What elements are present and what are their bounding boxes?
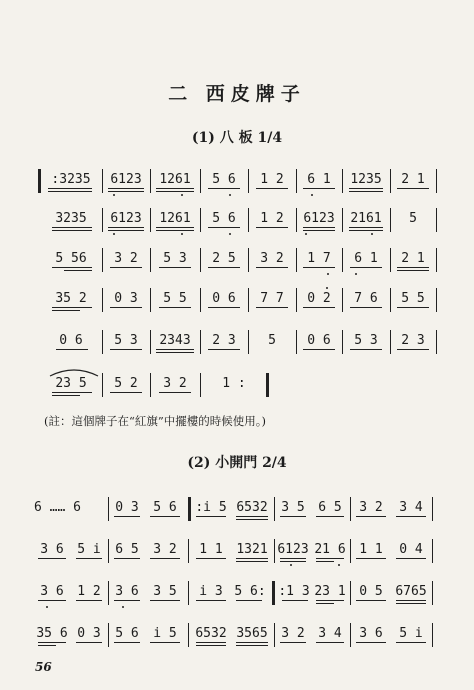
underline: [396, 603, 426, 604]
underline: [356, 642, 386, 643]
measure: 1 1: [359, 542, 383, 557]
underline: [52, 307, 92, 308]
underline: [350, 349, 382, 350]
measure: 6532: [195, 626, 227, 641]
underline: [303, 267, 335, 268]
underline: [316, 561, 334, 562]
end-repeat-bar: [266, 373, 269, 397]
underline: [303, 307, 335, 308]
measure: 6 1: [307, 172, 331, 187]
measure: 0 5: [359, 584, 383, 599]
underline: [208, 307, 240, 308]
underline: [114, 558, 140, 559]
underline: [397, 349, 429, 350]
underline: [52, 392, 92, 393]
low-octave-dot: [290, 564, 292, 566]
measure: 1235: [350, 172, 382, 187]
bar-line: [390, 208, 391, 232]
measure: 3235: [55, 211, 87, 226]
underline: [350, 267, 382, 268]
bar-line: [102, 208, 103, 232]
underline: [156, 191, 194, 192]
underline: [76, 642, 102, 643]
underline: [236, 519, 268, 520]
underline: [356, 516, 386, 517]
bar-line: [108, 539, 109, 563]
bar-line: [436, 248, 437, 272]
bar-line: [390, 288, 391, 312]
bar-line: [436, 288, 437, 312]
underline: [303, 230, 335, 231]
underline: [150, 516, 180, 517]
measure: 0 4: [399, 542, 423, 557]
bar-line: [390, 248, 391, 272]
measure: 3 5: [281, 500, 305, 515]
measure: 2161: [350, 211, 382, 226]
bar-line: [432, 497, 433, 521]
underline: [38, 642, 66, 643]
measure: 23 1: [314, 584, 346, 599]
underline: [196, 516, 226, 517]
low-octave-dot: [113, 194, 115, 196]
measure: 5 6: [153, 500, 177, 515]
underline: [52, 267, 92, 268]
bar-line: [296, 208, 297, 232]
underline: [280, 642, 306, 643]
bar-line: [350, 581, 351, 605]
bar-line: [432, 539, 433, 563]
measure: 3 2: [281, 626, 305, 641]
measure: 6123: [110, 211, 142, 226]
underline: [236, 600, 262, 601]
bar-line: [200, 208, 201, 232]
underline: [397, 188, 429, 189]
measure: 6532: [236, 500, 268, 515]
low-octave-dot: [229, 194, 231, 196]
measure: i 3: [199, 584, 223, 599]
measure: 3565: [236, 626, 268, 641]
measure: 5 3: [163, 251, 187, 266]
measure: 5 5: [163, 291, 187, 306]
underline: [280, 558, 306, 559]
bar-line: [342, 248, 343, 272]
underline: [316, 600, 344, 601]
bar-line: [188, 539, 189, 563]
measure: 2 5: [212, 251, 236, 266]
underline: [156, 352, 194, 353]
measure: 6 5: [115, 542, 139, 557]
bar-line: [390, 169, 391, 193]
page-number: 56: [35, 660, 52, 674]
measure: 3 2: [163, 376, 187, 391]
bar-line: [296, 330, 297, 354]
underline: [396, 516, 426, 517]
bar-line: [102, 288, 103, 312]
underline: [303, 349, 335, 350]
bar-line: [436, 330, 437, 354]
underline: [150, 642, 180, 643]
measure: 1261: [159, 211, 191, 226]
measure: 0 6: [59, 333, 83, 348]
measure: :1 3: [278, 584, 310, 599]
underline: [349, 188, 383, 189]
bar-line: [350, 623, 351, 647]
underline: [52, 310, 80, 311]
low-octave-dot: [327, 273, 329, 275]
bar-line: [248, 208, 249, 232]
bar-line: [150, 169, 151, 193]
underline: [316, 516, 344, 517]
measure: 5 6: [212, 211, 236, 226]
low-octave-dot: [355, 273, 357, 275]
repeat-bar: [272, 581, 275, 605]
underline: [356, 558, 386, 559]
low-octave-dot: [311, 194, 313, 196]
measure: 0 6: [307, 333, 331, 348]
underline: [316, 642, 344, 643]
measure: 6123: [277, 542, 309, 557]
bar-line: [102, 169, 103, 193]
measure: :i 5: [195, 500, 227, 515]
underline: [349, 227, 383, 228]
measure: 3 6: [115, 584, 139, 599]
measure: 3 2: [260, 251, 284, 266]
measure: 5 6: [212, 172, 236, 187]
underline: [156, 188, 194, 189]
underline: [256, 227, 288, 228]
measure: i 5: [153, 626, 177, 641]
bar-line: [188, 581, 189, 605]
footnote: (註：這個牌子在“紅旗”中擺樓的時候使用。): [44, 414, 266, 428]
measure: 1 1: [199, 542, 223, 557]
underline: [303, 227, 335, 228]
underline: [256, 307, 288, 308]
bar-line: [102, 330, 103, 354]
underline: [208, 227, 240, 228]
low-octave-dot: [181, 233, 183, 235]
measure: 1 2: [77, 584, 101, 599]
bar-line: [432, 581, 433, 605]
piece2-title: (2) 小開門 2/4: [187, 455, 287, 471]
measure: 5 5: [401, 291, 425, 306]
bar-line: [108, 581, 109, 605]
score-line-8: [0, 536, 474, 564]
bar-line: [342, 288, 343, 312]
start-repeat-bar: [38, 169, 41, 193]
underline: [316, 603, 334, 604]
measure: 5 3: [354, 333, 378, 348]
underline: [38, 645, 56, 646]
underline: [114, 516, 140, 517]
underline: [52, 230, 92, 231]
measure: 3 5: [153, 584, 177, 599]
score-line-7: [0, 494, 474, 522]
underline: [397, 270, 429, 271]
high-octave-dot: [326, 287, 328, 289]
bar-line: [350, 497, 351, 521]
underline: [156, 227, 194, 228]
bar-line: [200, 248, 201, 272]
underline: [52, 395, 80, 396]
underline: [396, 600, 426, 601]
underline: [350, 307, 382, 308]
underline: [64, 270, 92, 271]
bar-line: [342, 330, 343, 354]
bar-line: [248, 288, 249, 312]
measure: 6123: [110, 172, 142, 187]
underline: [150, 558, 180, 559]
score-line-4: [0, 285, 474, 313]
measure: 3 6: [40, 542, 64, 557]
measure: 1 2: [260, 172, 284, 187]
low-octave-dot: [122, 606, 124, 608]
bar-line: [296, 248, 297, 272]
measure: 5 56: [55, 251, 87, 266]
bar-line: [200, 330, 201, 354]
measure: 35 6: [36, 626, 68, 641]
measure: 2 1: [401, 251, 425, 266]
bar-line: [274, 623, 275, 647]
underline: [114, 600, 140, 601]
bar-line: [342, 169, 343, 193]
measure: :3235: [51, 172, 91, 187]
underline: [236, 561, 268, 562]
score-line-2: [0, 205, 474, 233]
measure: 3 2: [153, 542, 177, 557]
bar-line: [200, 169, 201, 193]
underline: [114, 642, 140, 643]
underline: [397, 307, 429, 308]
underline: [38, 558, 66, 559]
measure: 7 7: [260, 291, 284, 306]
underline: [256, 267, 288, 268]
measure: 6 …… 6: [34, 500, 81, 515]
score-line-9: [0, 578, 474, 606]
bar-line: [150, 330, 151, 354]
measure: 5: [268, 333, 276, 348]
piece1-title: (1) 八 板 1/4: [191, 130, 283, 146]
measure: 5 2: [114, 376, 138, 391]
underline: [159, 307, 191, 308]
underline: [236, 558, 268, 559]
underline: [397, 267, 429, 268]
low-octave-dot: [46, 606, 48, 608]
underline: [236, 642, 268, 643]
measure: 6 5: [318, 500, 342, 515]
underline: [156, 349, 194, 350]
low-octave-dot: [338, 564, 340, 566]
underline: [208, 349, 240, 350]
measure: 0 3: [77, 626, 101, 641]
underline: [303, 188, 335, 189]
underline: [38, 600, 66, 601]
underline: [349, 191, 383, 192]
underline: [108, 188, 144, 189]
underline: [208, 267, 240, 268]
measure: 0 2: [307, 291, 331, 306]
underline: [196, 642, 226, 643]
low-octave-dot: [181, 194, 183, 196]
measure: 5: [409, 211, 417, 226]
underline: [280, 516, 306, 517]
measure: 3 4: [318, 626, 342, 641]
bar-line: [296, 169, 297, 193]
measure: 5 3: [114, 333, 138, 348]
bar-line: [102, 248, 103, 272]
measure: 1 :: [222, 376, 246, 391]
measure: 5 6:: [234, 584, 266, 599]
underline: [108, 191, 144, 192]
measure: 5 i: [77, 542, 101, 557]
underline: [56, 349, 88, 350]
measure: 35 2: [55, 291, 87, 306]
underline: [156, 230, 194, 231]
measure: 6123: [303, 211, 335, 226]
measure: 2 3: [212, 333, 236, 348]
underline: [76, 558, 102, 559]
underline: [196, 600, 226, 601]
measure: 23 5: [55, 376, 87, 391]
underline: [282, 600, 308, 601]
underline: [196, 645, 226, 646]
score-line-3: [0, 245, 474, 273]
measure: 3 6: [359, 626, 383, 641]
measure: 0 3: [115, 500, 139, 515]
bar-line: [150, 208, 151, 232]
underline: [236, 516, 268, 517]
underline: [108, 230, 144, 231]
underline: [316, 558, 344, 559]
bar-line: [248, 169, 249, 193]
measure: 3 2: [114, 251, 138, 266]
underline: [110, 392, 142, 393]
bar-line: [274, 497, 275, 521]
measure: 1 2: [260, 211, 284, 226]
score-line-10: [0, 620, 474, 648]
bar-line: [350, 539, 351, 563]
underline: [76, 600, 102, 601]
underline: [356, 600, 386, 601]
underline: [236, 645, 268, 646]
underline: [280, 561, 306, 562]
underline: [48, 191, 92, 192]
measure: 5 i: [399, 626, 423, 641]
underline: [396, 642, 426, 643]
bar-line: [150, 373, 151, 397]
underline: [110, 349, 142, 350]
section-title: 二 西皮牌子: [168, 83, 306, 105]
bar-line: [274, 539, 275, 563]
measure: 3 4: [399, 500, 423, 515]
bar-line: [188, 623, 189, 647]
underline: [349, 230, 383, 231]
underline: [159, 392, 191, 393]
measure: 6765: [395, 584, 427, 599]
low-octave-dot: [229, 233, 231, 235]
measure: 1261: [159, 172, 191, 187]
measure: 1321: [236, 542, 268, 557]
bar-line: [390, 330, 391, 354]
score-line-6: [0, 370, 474, 398]
measure: 0 6: [212, 291, 236, 306]
underline: [396, 558, 426, 559]
bar-line: [248, 330, 249, 354]
bar-line: [108, 497, 109, 521]
bar-line: [108, 623, 109, 647]
underline: [150, 600, 180, 601]
underline: [159, 267, 191, 268]
score-line-1: [0, 166, 474, 194]
measure: 2343: [159, 333, 191, 348]
bar-line: [150, 248, 151, 272]
bar-line: [436, 169, 437, 193]
underline: [110, 267, 142, 268]
measure: 3 2: [359, 500, 383, 515]
underline: [110, 307, 142, 308]
low-octave-dot: [371, 233, 373, 235]
measure: 7 6: [354, 291, 378, 306]
measure: 21 6: [314, 542, 346, 557]
bar-line: [150, 288, 151, 312]
measure: 0 3: [114, 291, 138, 306]
bar-line: [200, 373, 201, 397]
low-octave-dot: [305, 233, 307, 235]
measure: 3 6: [40, 584, 64, 599]
bar-line: [248, 248, 249, 272]
measure: 2 3: [401, 333, 425, 348]
bar-line: [436, 208, 437, 232]
measure: 2 1: [401, 172, 425, 187]
underline: [256, 188, 288, 189]
score-line-5: [0, 327, 474, 355]
underline: [48, 188, 92, 189]
bar-line: [200, 288, 201, 312]
low-octave-dot: [113, 233, 115, 235]
bar-line: [432, 623, 433, 647]
underline: [208, 188, 240, 189]
measure: 6 1: [354, 251, 378, 266]
underline: [196, 558, 226, 559]
measure: 1 7: [307, 251, 331, 266]
start-repeat-bar: [188, 497, 191, 521]
underline: [52, 227, 92, 228]
bar-line: [296, 288, 297, 312]
bar-line: [102, 373, 103, 397]
bar-line: [342, 208, 343, 232]
measure: 5 6: [115, 626, 139, 641]
underline: [108, 227, 144, 228]
